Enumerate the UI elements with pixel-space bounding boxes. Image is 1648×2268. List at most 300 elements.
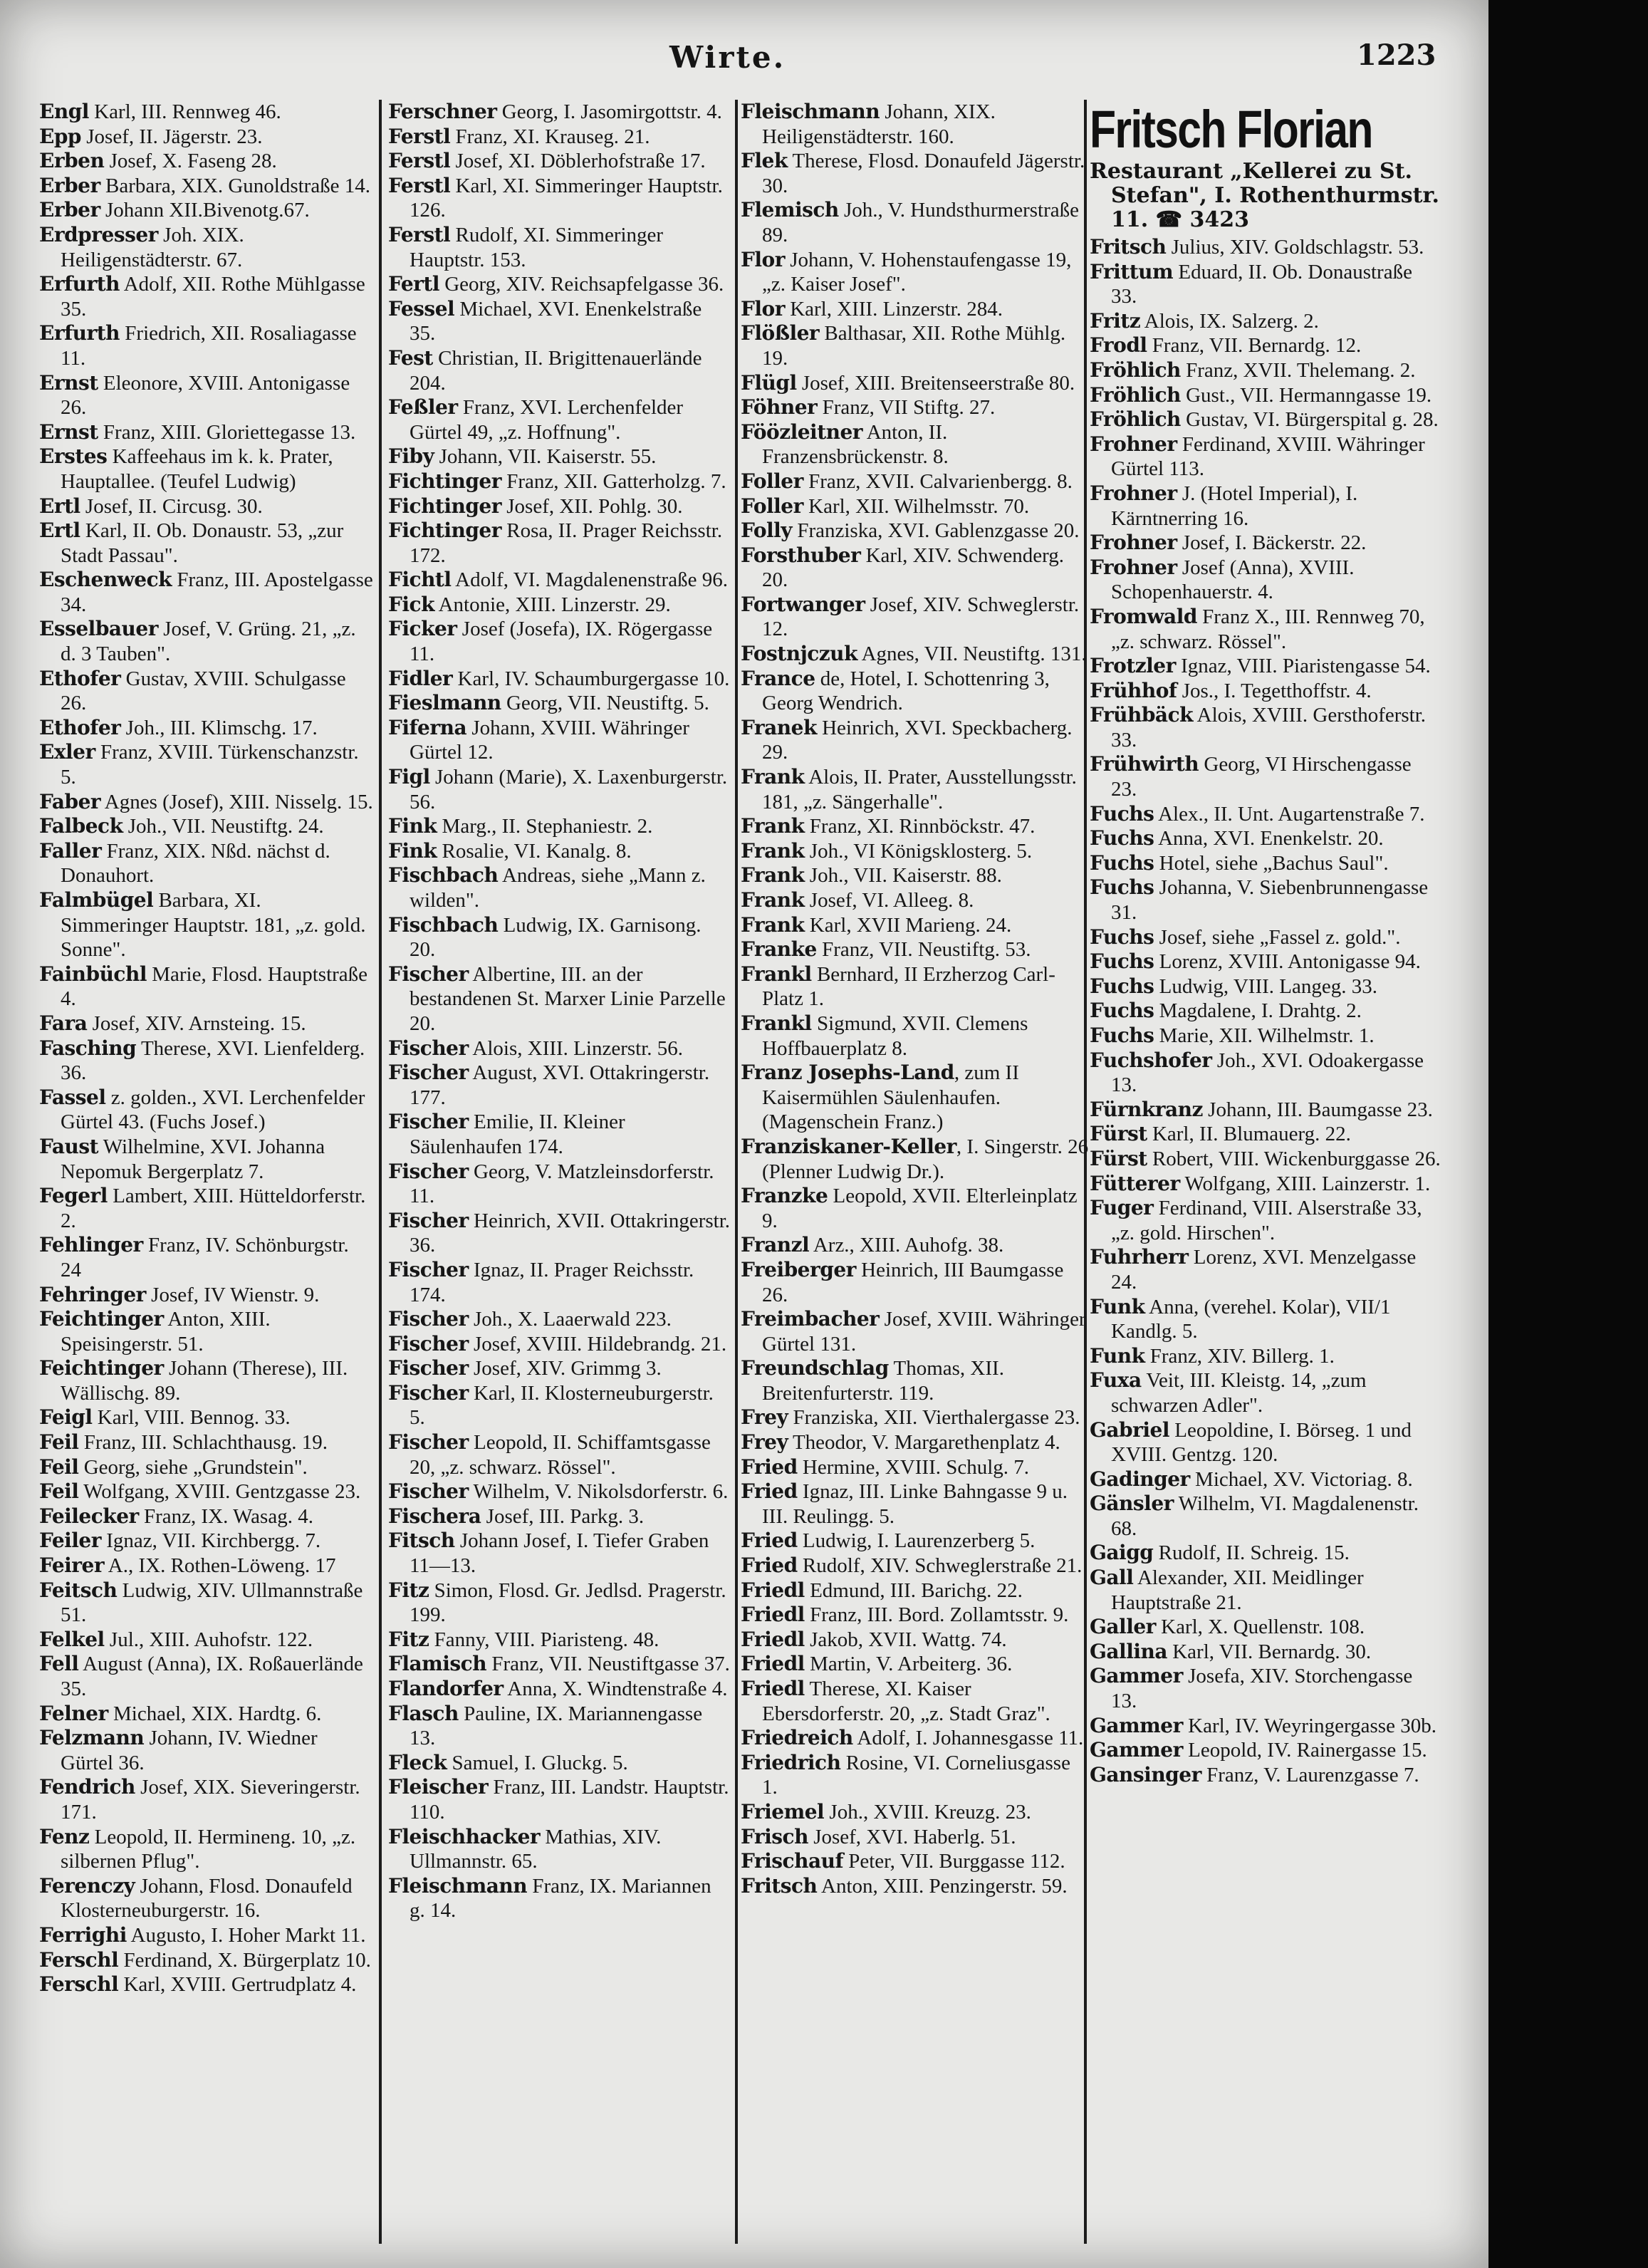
entry-details: Joh., V. Hundsthurmerstraße 89.	[762, 199, 1080, 246]
directory-entry	[741, 420, 1090, 469]
column-1	[39, 100, 374, 2251]
directory-entry	[388, 1702, 730, 1751]
entry-name: Friedl	[741, 1627, 805, 1651]
directory-entry	[741, 1233, 1090, 1258]
directory-entry	[388, 691, 730, 716]
directory-entry	[1090, 679, 1442, 704]
entry-details: Heinrich, XVII. Ottakringerstr. 36.	[410, 1209, 730, 1257]
page-title: Wirte.	[669, 40, 786, 75]
entry-name: Feil	[39, 1479, 79, 1504]
entry-details: Gustav, XVIII. Schulgasse 26.	[61, 667, 346, 715]
entry-name: Fegerl	[39, 1184, 108, 1208]
entry-details: Alois, IX. Salzerg. 2.	[1140, 309, 1319, 333]
entry-details: Peter, VII. Burggasse 112.	[843, 1850, 1065, 1873]
entry-details: Rosalie, VI. Kanalg. 8.	[437, 839, 632, 863]
directory-entry	[388, 1209, 730, 1258]
entry-details: Therese, XVI. Lienfelderg. 36.	[61, 1036, 365, 1085]
entry-name: Erdpresser	[39, 222, 158, 246]
directory-entry	[39, 223, 374, 272]
directory-entry	[1090, 1763, 1442, 1788]
entry-details: Johann, IV. Wiedner Gürtel 36.	[61, 1727, 318, 1774]
entry-name: Fritsch	[741, 1873, 818, 1898]
directory-entry	[388, 1652, 730, 1677]
directory-entry	[741, 937, 1090, 962]
entry-name: Fried	[741, 1455, 798, 1479]
entry-name: Felkel	[39, 1627, 105, 1651]
entry-details: Therese, Flosd. Donaufeld Jägerstr. 30.	[762, 150, 1085, 197]
entry-details: August (Anna), IX. Roßauerlände 35.	[61, 1653, 363, 1700]
directory-entry	[1090, 1615, 1442, 1640]
entry-name: Frohner	[1090, 531, 1177, 555]
directory-entry	[39, 1307, 374, 1356]
entry-details: de, Hotel, I. Schottenring 3, Georg Wendrich.	[762, 667, 1050, 715]
entry-details: Josef, siehe „Fassel z. gold.".	[1154, 925, 1401, 949]
entry-name: Frühhof	[1090, 678, 1177, 702]
directory-entry	[39, 740, 374, 789]
directory-entry	[39, 1702, 374, 1727]
entry-details: Agnes, VII. Neustiftg. 131.	[857, 643, 1087, 666]
entry-name: Fuchs	[1090, 801, 1154, 826]
page-header	[0, 36, 1488, 85]
directory-entry	[39, 444, 374, 494]
entry-details: Leopold, XVII. Elterleinplatz 9.	[762, 1185, 1078, 1232]
directory-entry	[741, 1356, 1090, 1405]
entry-details: Friedrich, XII. Rosaliagasse 11.	[61, 322, 357, 370]
entry-name: Fidler	[388, 666, 453, 690]
entry-name: Fuhrherr	[1090, 1245, 1189, 1269]
entry-details: Karl, XI. Simmeringer Hauptstr. 126.	[410, 174, 723, 222]
entry-name: Fischer	[388, 1208, 469, 1232]
column-3	[741, 100, 1090, 2251]
directory-entry	[388, 223, 730, 272]
directory-entry	[741, 1751, 1090, 1800]
directory-entry	[1090, 407, 1442, 432]
entry-name: Felzmann	[39, 1726, 145, 1750]
directory-entry	[1090, 1492, 1442, 1541]
entry-details: Marie, Flosd. Hauptstraße 4.	[61, 962, 368, 1011]
entry-name: Feigl	[39, 1405, 93, 1430]
directory-entry	[39, 1233, 374, 1282]
entry-details: Franziska, XVI. Gablenzgasse 20.	[792, 519, 1080, 543]
entry-details: Georg, VII. Neustiftg. 5.	[501, 692, 709, 715]
entry-name: Flößler	[741, 321, 820, 345]
entry-details: Alois, II. Prater, Ausstellungsstr. 181, „z. Sängerhalle".	[762, 766, 1077, 813]
entry-name: Gadinger	[1090, 1467, 1190, 1491]
entry-details: Antonie, XIII. Linzerstr. 29.	[434, 593, 671, 616]
entry-name: Frankl	[741, 1011, 812, 1035]
directory-entry	[388, 346, 730, 395]
directory-entry	[39, 716, 374, 741]
entry-name: Ferrighi	[39, 1923, 127, 1947]
entry-details: Hotel, siehe „Bachus Saul".	[1154, 851, 1389, 875]
directory-entry	[39, 1923, 374, 1948]
entry-details: Joh., VII. Neustiftg. 24.	[122, 815, 324, 838]
directory-entry	[388, 1381, 730, 1430]
entry-name: Franz Josephs-Land	[741, 1061, 954, 1085]
entry-details: Franz, VII. Neustiftgasse 37.	[486, 1653, 730, 1676]
entry-name: Ferenczy	[39, 1873, 135, 1898]
entry-details: Karl, XIV. Schwenderg. 20.	[762, 543, 1064, 592]
entry-name: Feil	[39, 1430, 79, 1455]
entry-name: Epp	[39, 124, 81, 148]
directory-entry	[39, 888, 374, 962]
entry-name: Frank	[741, 863, 805, 888]
entry-details: Franz, IX. Mariannen g. 14.	[410, 1874, 711, 1923]
entry-name: Forsthuber	[741, 543, 861, 567]
entry-details: Heinrich, III Baumgasse 26.	[762, 1258, 1064, 1306]
entry-details: Karl, VII. Bernardg. 30.	[1167, 1640, 1372, 1663]
directory-entry	[388, 568, 730, 593]
entry-details: Robert, VIII. Wickenburggasse 26.	[1147, 1147, 1441, 1170]
entry-details: Georg, V. Matzleinsdorferstr. 11.	[410, 1160, 714, 1208]
entry-details: Jul., XIII. Auhofstr. 122.	[104, 1628, 313, 1651]
directory-entry	[388, 863, 730, 912]
directory-entry	[39, 1430, 374, 1455]
directory-entry	[388, 1307, 730, 1332]
directory-entry	[1090, 1295, 1442, 1344]
directory-entry	[39, 321, 374, 370]
directory-entry	[741, 1258, 1090, 1307]
entry-details: Johanna, V. Siebenbrunnengasse 31.	[1111, 876, 1429, 925]
entry-details: Heinrich, XVI. Speckbacherg. 29.	[762, 716, 1073, 764]
entry-name: Feichtinger	[39, 1356, 164, 1380]
entry-details: Rosine, VI. Corneliusgasse 1.	[762, 1751, 1070, 1799]
entry-name: Funk	[1090, 1294, 1145, 1318]
entry-name: Gammer	[1090, 1664, 1183, 1688]
entry-name: Franzke	[741, 1184, 828, 1208]
directory-entry	[388, 125, 730, 150]
entry-name: Freundschlag	[741, 1356, 889, 1380]
entry-details: Martin, V. Arbeiterg. 36.	[804, 1653, 1013, 1676]
directory-entry	[741, 814, 1090, 839]
directory-entry	[388, 469, 730, 494]
entry-name: Fehlinger	[39, 1233, 143, 1257]
entry-name: Fara	[39, 1011, 88, 1035]
entry-name: Fuchs	[1090, 850, 1154, 875]
directory-entry	[741, 395, 1090, 420]
entry-name: Frisch	[741, 1824, 808, 1848]
directory-entry	[388, 962, 730, 1036]
advertisement	[1090, 100, 1442, 232]
entry-name: Foller	[741, 494, 803, 518]
entry-details: Therese, XI. Kaiser Ebersdorferstr. 20, „z. Stadt Graz".	[762, 1677, 1050, 1725]
entry-details: Franz, VII. Bernardg. 12.	[1147, 334, 1362, 358]
entry-name: Fuchs	[1090, 875, 1154, 900]
directory-entry	[388, 272, 730, 297]
directory-entry	[741, 100, 1090, 149]
entry-details: Samuel, I. Gluckg. 5.	[447, 1751, 628, 1774]
entry-name: Föhner	[741, 395, 818, 420]
entry-details: Ignaz, VII. Kirchbergg. 7.	[101, 1529, 321, 1553]
entry-details: Gustav, VI. Bürgerspital g. 28.	[1180, 408, 1439, 432]
directory-entry	[741, 494, 1090, 519]
entry-name: Fiby	[388, 444, 434, 469]
directory-entry	[388, 149, 730, 174]
column-2	[388, 100, 730, 2251]
directory-entry	[39, 1135, 374, 1184]
entry-name: Fischer	[388, 1479, 469, 1504]
entry-details: Ludwig, VIII. Langeg. 33.	[1154, 974, 1377, 998]
directory-entry	[1090, 383, 1442, 408]
entry-details: Jakob, XVII. Wattg. 74.	[804, 1628, 1007, 1651]
directory-entry	[39, 814, 374, 839]
entry-details: Anton, XIII. Penzingerstr. 59.	[817, 1874, 1068, 1898]
entry-details: Johann, VII. Kaiserstr. 55.	[434, 445, 657, 469]
entry-details: Ignaz, II. Prager Reichsstr. 174.	[410, 1258, 694, 1306]
entry-name: Fritsch	[1090, 235, 1167, 259]
entry-details: Anna, X. Windtenstraße 4.	[503, 1677, 728, 1700]
entry-name: Feichtinger	[39, 1307, 164, 1331]
entry-name: Fendrich	[39, 1775, 135, 1799]
directory-entry	[388, 716, 730, 765]
entry-name: Flemisch	[741, 198, 839, 222]
directory-entry	[388, 100, 730, 125]
directory-entry	[388, 617, 730, 666]
entry-details: A., IX. Rothen-Löweng. 17	[104, 1554, 336, 1578]
entry-details: Alex., II. Unt. Augartenstraße 7.	[1154, 802, 1425, 826]
entry-details: Franz, XVII. Thelemang. 2.	[1180, 358, 1416, 382]
entry-details: z. golden., XVI. Lerchenfelder Gürtel 43. (Fuchs Josef.)	[61, 1086, 365, 1134]
directory-entry	[39, 1652, 374, 1701]
directory-entry	[39, 1554, 374, 1578]
directory-entry	[388, 1677, 730, 1702]
directory-entry	[388, 814, 730, 839]
entry-name: Faber	[39, 789, 101, 813]
entry-name: Ernst	[39, 370, 98, 395]
entry-name: Erber	[39, 198, 100, 222]
entry-details: Alois, XVIII. Gersthoferstr. 33.	[1111, 704, 1427, 751]
directory-entry	[741, 1825, 1090, 1850]
entry-details: Johann (Therese), III. Wällischg. 89.	[61, 1357, 348, 1405]
directory-entry	[741, 297, 1090, 322]
directory-entry	[39, 100, 374, 125]
directory-entry	[388, 1430, 730, 1479]
entry-name: Fröhlich	[1090, 358, 1181, 382]
entry-details: Franz, XI. Rinnböckstr. 47.	[804, 815, 1036, 838]
entry-details: Karl, XVIII. Gertrudplatz 4.	[118, 1973, 357, 1997]
directory-entry	[741, 1405, 1090, 1430]
entry-name: Fleischmann	[388, 1873, 528, 1898]
entry-details: Barbara, XIX. Gunoldstraße 14.	[100, 174, 371, 197]
entry-details: Josef, II. Jägerstr. 23.	[81, 125, 263, 148]
entry-name: Fell	[39, 1652, 79, 1676]
entry-name: Ernst	[39, 420, 98, 444]
entry-details: Joh., VII. Kaiserstr. 88.	[804, 864, 1002, 888]
entry-name: Frank	[741, 814, 805, 838]
directory-entry	[741, 642, 1090, 667]
entry-details: Rosa, II. Prager Reichsstr. 172.	[410, 519, 723, 567]
entry-details: Agnes (Josef), XIII. Nisselg. 15.	[100, 790, 373, 813]
entry-details: Johann, XIX. Heiligenstädterstr. 160.	[762, 100, 996, 148]
entry-name: Fuchs	[1090, 826, 1154, 850]
entry-details: Franz, XII. Gatterholzg. 7.	[501, 469, 726, 493]
entry-details: , I. Singerstr. 26 (Plenner Ludwig Dr.).	[762, 1135, 1089, 1183]
entry-details: , zum II Kaisermühlen Säulenhaufen. (Magenschein Franz.)	[762, 1061, 1019, 1134]
column-divider	[379, 100, 382, 2244]
entry-details: Albertine, III. an der bestandenen St. Marxer Linie Parzelle 20.	[410, 962, 726, 1035]
entry-name: Fuxa	[1090, 1368, 1142, 1393]
entry-name: Gansinger	[1090, 1762, 1201, 1786]
entry-name: Flasch	[388, 1701, 459, 1725]
directory-entry	[1090, 1418, 1442, 1467]
directory-entry	[1090, 703, 1442, 752]
entry-name: Fitsch	[388, 1529, 455, 1553]
entry-name: Franzl	[741, 1233, 810, 1257]
directory-entry	[1090, 999, 1442, 1024]
entry-details: Rudolf, XIV. Schweglerstraße 21.	[797, 1554, 1083, 1578]
directory-entry	[1090, 1024, 1442, 1049]
entry-name: Fassel	[39, 1085, 106, 1109]
entry-name: Freiberger	[741, 1257, 856, 1281]
entry-details: Mathias, XIV. Ullmannstr. 65.	[410, 1825, 662, 1873]
entry-name: Foller	[741, 469, 803, 493]
entry-details: Georg, XIV. Reichsapfelgasse 36.	[439, 273, 724, 296]
entry-name: Fischera	[388, 1504, 481, 1528]
directory-entry	[741, 593, 1090, 642]
entry-name: Frühbäck	[1090, 703, 1194, 727]
entry-details: Magdalene, I. Drahtg. 2.	[1154, 999, 1362, 1023]
entry-name: Fried	[741, 1479, 798, 1504]
entry-details: Simon, Flosd. Gr. Jedlsd. Pragerstr. 199.	[410, 1578, 726, 1627]
entry-details: Arz., XIII. Auhofg. 38.	[809, 1234, 1004, 1257]
entry-name: Ficker	[388, 617, 457, 641]
entry-name: Frank	[741, 912, 805, 937]
entry-details: Josef, V. Grüng. 21, „z. d. 3 Tauben".	[61, 618, 356, 666]
entry-name: Ferstl	[388, 149, 451, 173]
directory-entry	[388, 1332, 730, 1357]
entry-name: Frittum	[1090, 259, 1174, 284]
entry-details: Franz, III. Bord. Zollamtsstr. 9.	[804, 1603, 1069, 1627]
directory-entry	[39, 1948, 374, 1973]
directory-entry	[741, 1011, 1090, 1061]
entry-name: Fischer	[388, 1356, 469, 1380]
entry-name: Fitz	[388, 1627, 429, 1651]
entry-details: Josef, VI. Alleeg. 8.	[804, 889, 974, 912]
entry-details: Karl, IV. Schaumburgergasse 10.	[452, 667, 730, 690]
entry-name: Fasching	[39, 1036, 137, 1060]
entry-details: Franz, IX. Wasag. 4.	[138, 1504, 313, 1528]
directory-entry	[388, 1258, 730, 1307]
entry-name: Fürst	[1090, 1146, 1147, 1170]
directory-entry	[1090, 826, 1442, 851]
entry-name: Flor	[741, 247, 785, 271]
directory-entry	[388, 395, 730, 444]
entry-details: Franz, XVIII. Türkenschanzstr. 5.	[61, 741, 359, 789]
directory-entry	[39, 839, 374, 888]
directory-entry	[741, 519, 1090, 543]
entry-name: Fenz	[39, 1824, 90, 1848]
directory-entry	[1090, 1640, 1442, 1665]
directory-entry	[741, 888, 1090, 913]
entry-details: Anton, II. Franzensbrückenstr. 8.	[762, 420, 949, 469]
entry-name: Ferstl	[388, 124, 451, 148]
entry-name: Fischer	[388, 1380, 469, 1405]
entry-details: J. (Hotel Imperial), I. Kärntnerring 16.	[1111, 482, 1358, 530]
entry-name: Eschenweck	[39, 568, 172, 592]
entry-details: Leopold, II. Schiffamtsgasse 20, „z. schwarz. Rössel".	[410, 1431, 711, 1479]
directory-entry	[1090, 556, 1442, 605]
directory-entry	[388, 1479, 730, 1504]
entry-details: Marg., II. Stephaniestr. 2.	[437, 815, 653, 838]
entry-details: Karl, XVII Marieng. 24.	[804, 913, 1012, 937]
entry-name: Gänsler	[1090, 1492, 1174, 1516]
directory-entry	[39, 519, 374, 568]
directory-entry	[388, 1578, 730, 1628]
directory-entry	[388, 1356, 730, 1381]
entry-details: Franz, XVII. Calvarienbergg. 8.	[803, 469, 1073, 493]
column-divider	[735, 100, 738, 2244]
directory-entry	[741, 1874, 1090, 1899]
entry-name: Frühwirth	[1090, 752, 1199, 776]
directory-entry	[741, 1135, 1090, 1184]
entry-name: Föözleitner	[741, 420, 863, 444]
entry-details: Gust., VII. Hermanngasse 19.	[1180, 383, 1432, 407]
entry-details: Balthasar, XII. Rothe Mühlg. 19.	[762, 322, 1066, 370]
entry-details: Karl, IV. Weyringergasse 30b.	[1182, 1714, 1436, 1737]
entry-details: Johann, V. Hohenstaufengasse 19, „z. Kaiser Josef".	[762, 248, 1072, 296]
directory-entry	[741, 1307, 1090, 1356]
directory-entry	[1090, 1467, 1442, 1492]
directory-entry	[741, 913, 1090, 938]
entry-name: Engl	[39, 100, 89, 123]
directory-entry	[388, 174, 730, 223]
entry-details: Franz, III. Apostelgasse 34.	[61, 568, 373, 616]
entry-details: Anna, XVI. Enenkelstr. 20.	[1154, 827, 1384, 850]
entry-details: Johann, XVIII. Währinger Gürtel 12.	[410, 716, 689, 764]
entry-details: Joh., III. Klimschg. 17.	[120, 716, 318, 739]
directory-entry	[1090, 752, 1442, 801]
entry-name: Feßler	[388, 395, 458, 420]
entry-details: Josef (Josefa), IX. Rögergasse 11.	[410, 618, 713, 666]
entry-details: Rudolf, XI. Simmeringer Hauptstr. 153.	[410, 223, 664, 271]
entry-details: Johann, III. Baumgasse 23.	[1202, 1098, 1433, 1121]
entry-details: Josef, XVIII. Währinger Gürtel 131.	[762, 1308, 1086, 1356]
entry-name: Feirer	[39, 1554, 105, 1578]
entry-details: Karl, VIII. Bennog. 33.	[92, 1406, 291, 1430]
entry-name: Fischbach	[388, 912, 499, 937]
entry-name: Fostnjczuk	[741, 642, 857, 666]
entry-name: Felner	[39, 1701, 108, 1725]
entry-name: Fritz	[1090, 308, 1141, 333]
entry-name: Fischer	[388, 1036, 469, 1060]
entry-details: Ignaz, VIII. Piaristengasse 54.	[1175, 655, 1431, 678]
entry-details: Lambert, XIII. Hütteldorferstr. 2.	[61, 1185, 366, 1232]
entry-name: Feilecker	[39, 1504, 139, 1528]
directory-entry	[39, 1825, 374, 1874]
entry-name: Gammer	[1090, 1713, 1183, 1737]
directory-entry	[1090, 1172, 1442, 1197]
entry-details: Karl, III. Rennweg 46.	[88, 100, 281, 123]
entry-details: Lorenz, XVIII. Antonigasse 94.	[1154, 950, 1421, 974]
directory-entry	[388, 444, 730, 469]
entry-details: Karl, XII. Wilhelmsstr. 70.	[803, 494, 1030, 518]
entry-name: Franke	[741, 937, 817, 962]
entry-details: Augusto, I. Hoher Markt 11.	[126, 1923, 366, 1947]
entry-details: Josef, XVI. Haberlg. 51.	[808, 1825, 1016, 1848]
entry-name: Friedrich	[741, 1750, 841, 1774]
entry-details: Andreas, siehe „Mann z. wilden".	[410, 864, 706, 912]
directory-entry	[1090, 1344, 1442, 1369]
entry-name: Fuger	[1090, 1196, 1154, 1220]
entry-details: Karl, II. Ob. Donaustr. 53, „zur Stadt Passau".	[61, 519, 344, 567]
entry-name: Fieslmann	[388, 691, 501, 715]
entry-details: Franz, XIV. Billerg. 1.	[1144, 1344, 1335, 1368]
directory-entry	[741, 1849, 1090, 1874]
entry-details: Wilhelm, VI. Magdalenenstr. 68.	[1111, 1492, 1419, 1540]
entry-details: Franz, XIII. Gloriettegasse 13.	[98, 420, 356, 444]
directory-entry	[39, 617, 374, 666]
entry-details: Josef, XI. Döblerhofstraße 17.	[450, 150, 706, 173]
